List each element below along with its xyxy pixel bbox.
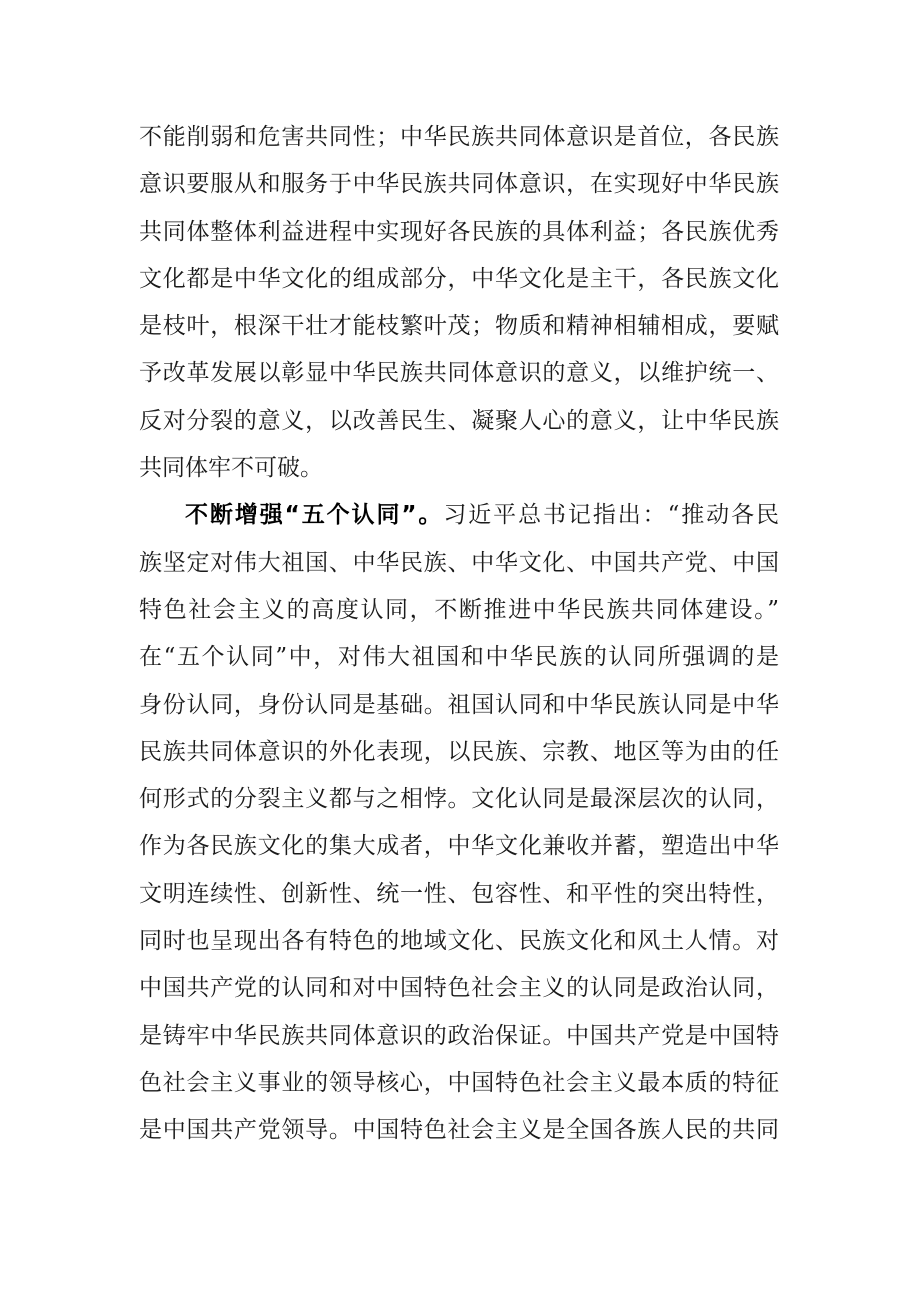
text-line: 是铸牢中华民族共同体意识的政治保证。中国共产党是中国特 (139, 1022, 779, 1049)
text-line: 何形式的分裂主义都与之相悖。文化认同是最深层次的认同， (139, 786, 779, 813)
text-line: 是枝叶，根深干壮才能枝繁叶茂；物质和精神相辅相成，要赋 (139, 313, 779, 340)
text-line: 作为各民族文化的集大成者，中华文化兼收并蓄，塑造出中华 (139, 833, 779, 860)
text-line: 色社会主义事业的领导核心，中国特色社会主义最本质的特征 (139, 1069, 779, 1096)
text-line: 在“五个认同”中，对伟大祖国和中华民族的认同所强调的是 (139, 644, 779, 671)
text-line: 反对分裂的意义，以改善民生、凝聚人心的意义，让中华民族 (139, 407, 779, 434)
paragraph-2 (139, 492, 779, 1154)
text-line: 文化都是中华文化的组成部分，中华文化是主干，各民族文化 (139, 265, 779, 292)
text-run: 习近平总书记指出：“推动各民 (443, 502, 780, 529)
body-text (139, 114, 779, 1155)
text-line: 不能削弱和危害共同性；中华民族共同体意识是首位，各民族 (139, 124, 779, 150)
text-line: 特色社会主义的高度认同，不断推进中华民族共同体建设。” (139, 596, 779, 623)
paragraph-heading: 不断增强“五个认同”。 (185, 502, 444, 529)
text-line: 族坚定对伟大祖国、中华民族、中华文化、中国共产党、中国 (139, 549, 779, 576)
text-line: 文明连续性、创新性、统一性、包容性、和平性的突出特性， (139, 880, 779, 907)
text-line: 身份认同，身份认同是基础。祖国认同和中华民族认同是中华 (139, 691, 779, 718)
text-line: 是中国共产党领导。中国特色社会主义是全国各族人民的共同 (139, 1117, 779, 1144)
text-line: 意识要服从和服务于中华民族共同体意识，在实现好中华民族 (139, 171, 779, 198)
paragraph-1 (139, 114, 779, 492)
text-line: 共同体牢不可破。 (139, 455, 323, 482)
text-line: 中国共产党的认同和对中国特色社会主义的认同是政治认同， (139, 975, 779, 1002)
text-line: 予改革发展以彰显中华民族共同体意识的意义，以维护统一、 (139, 360, 779, 387)
paragraph-first-line (139, 492, 779, 539)
text-line: 民族共同体意识的外化表现，以民族、宗教、地区等为由的任 (139, 738, 779, 765)
text-line: 共同体整体利益进程中实现好各民族的具体利益；各民族优秀 (139, 218, 779, 245)
text-line: 同时也呈现出各有特色的地域文化、民族文化和风土人情。对 (139, 928, 779, 955)
